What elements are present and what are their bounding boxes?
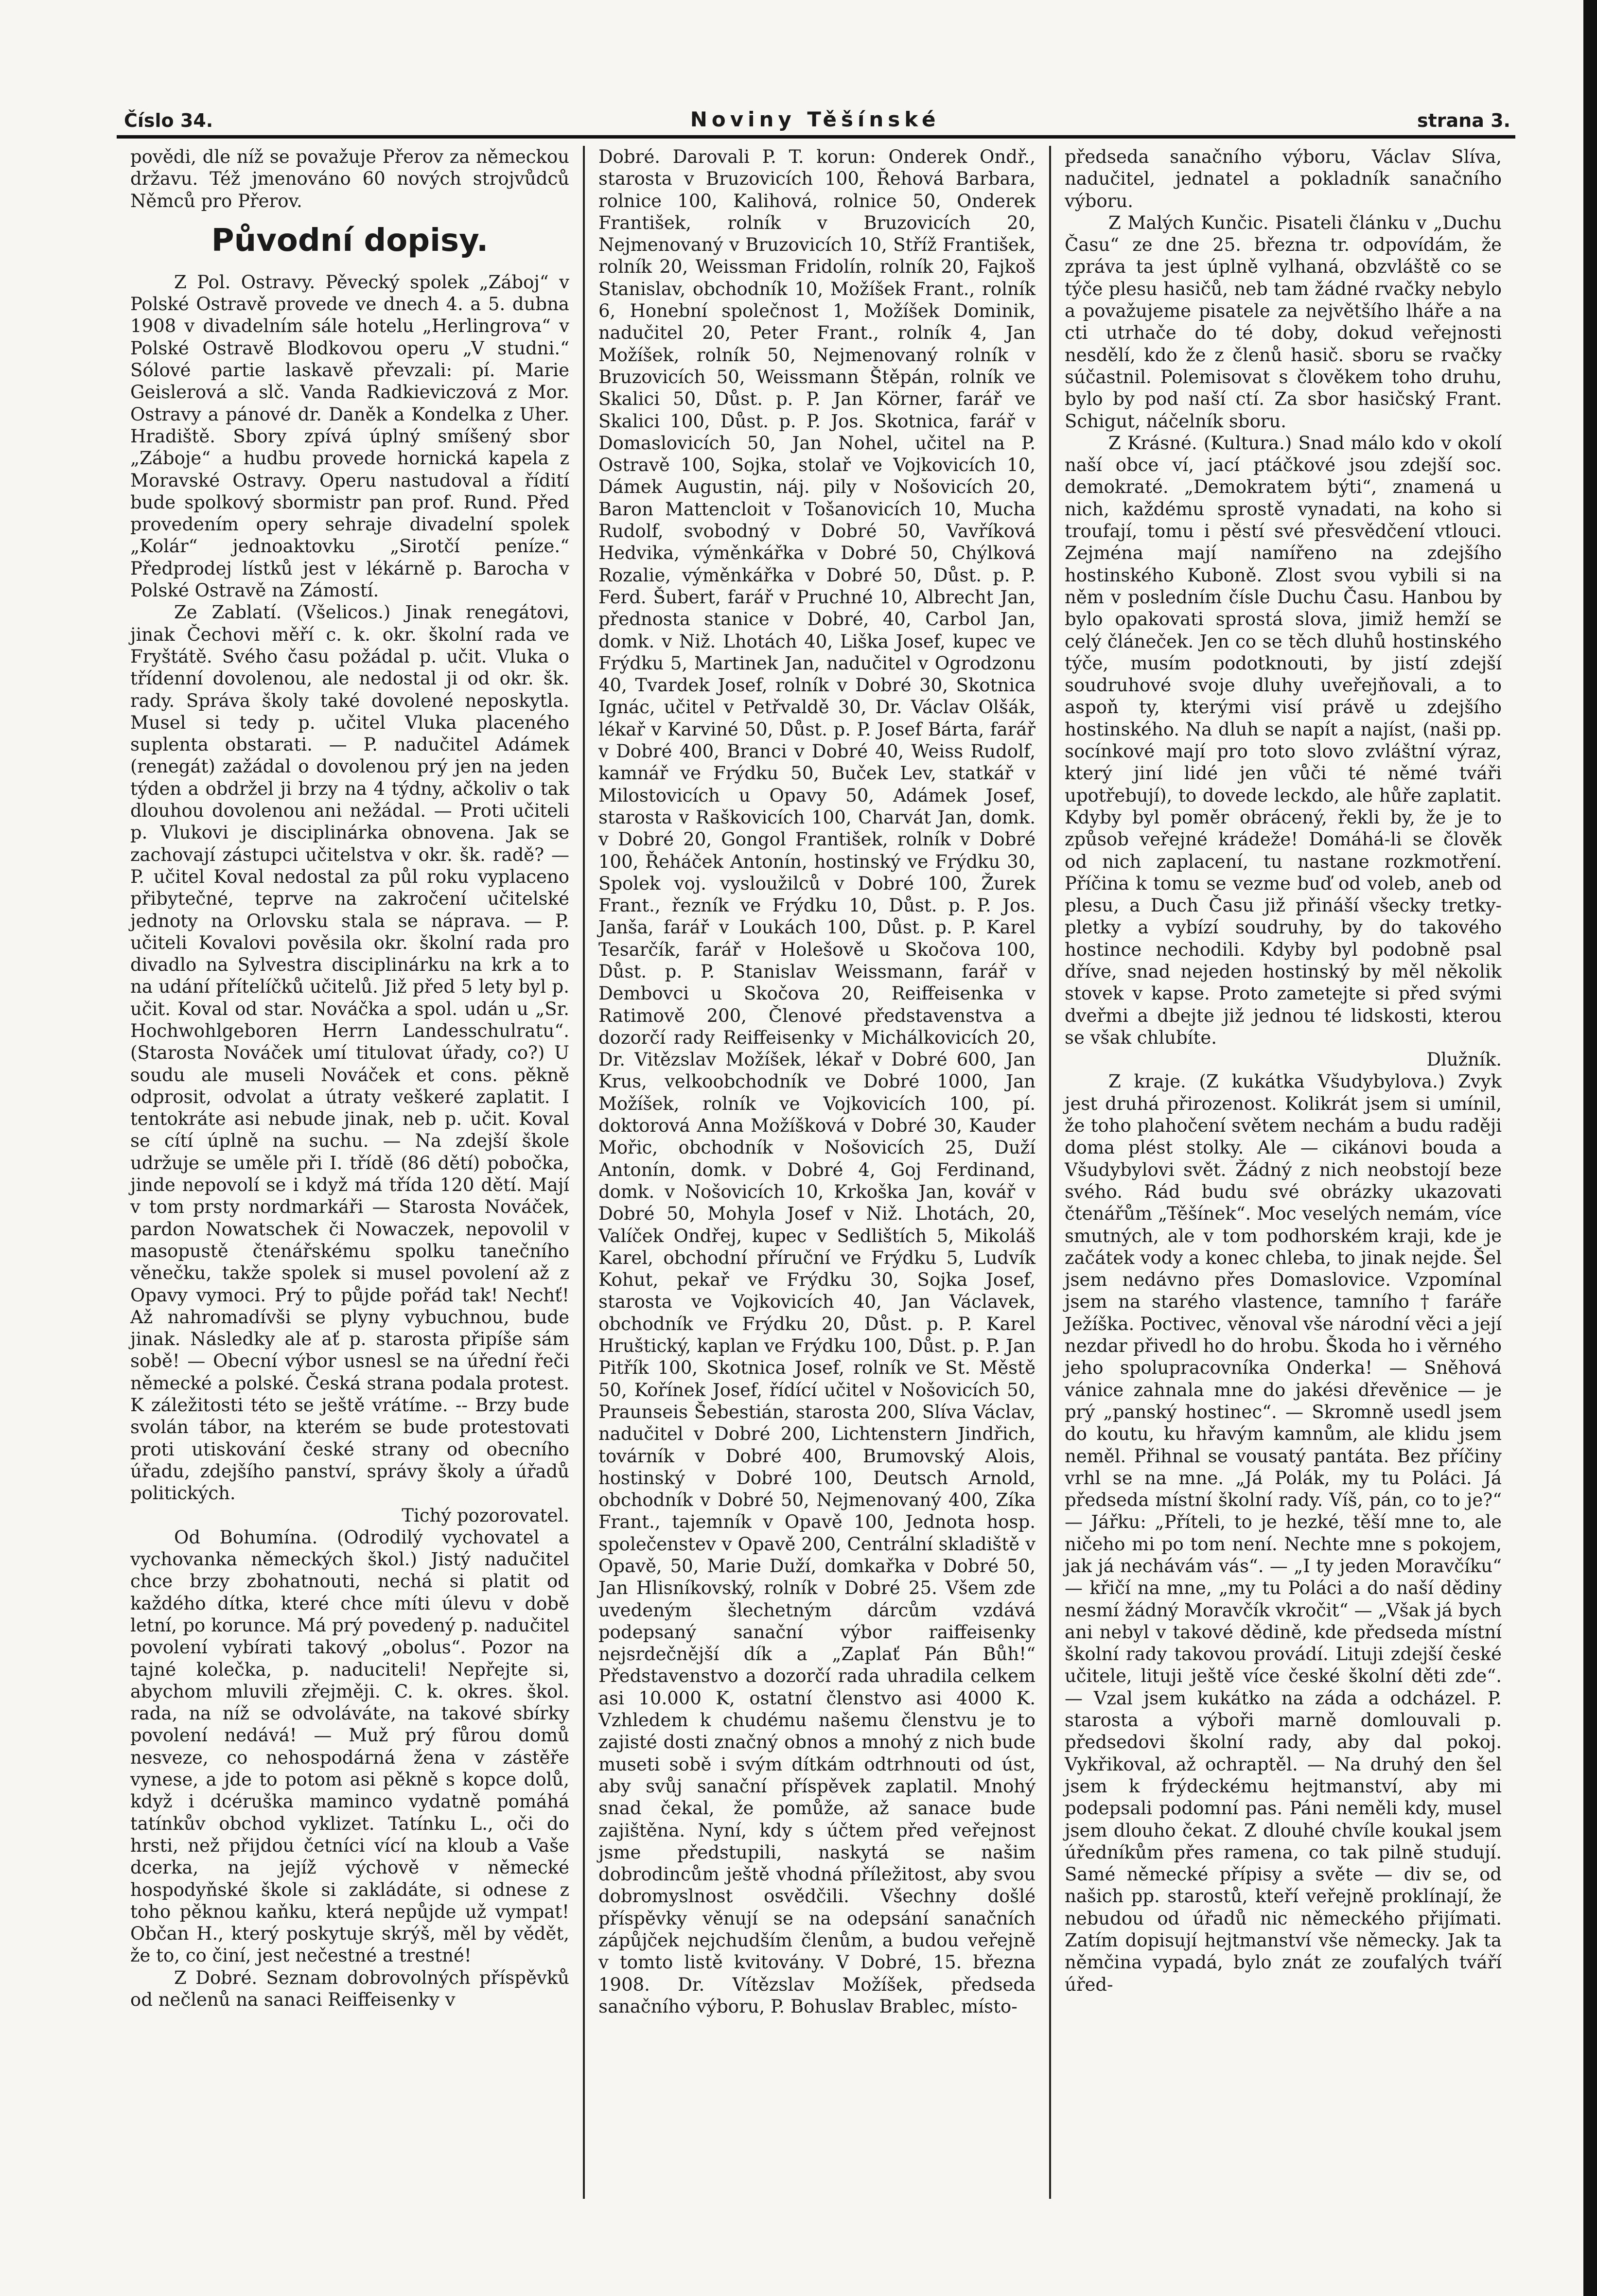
page-number: strana 3. [1417, 110, 1510, 131]
column-3 [1049, 146, 1515, 2199]
newspaper-title: Noviny Těšínské [690, 107, 940, 131]
paragraph: Z kraje. (Z kukátka Všudybylova.) Zvyk jest druhá přirozenost. Kolikrát jsem si umínil, že toho plahočení světem nechám a budu raději doma plést stolky. Ale — cikánovi bouda a Všudybylovi svět. Žádný z nich neobstojí beze svého. Rád budu své obrázky ukazovati čtenářům „Těšínek“. Moc veselých nemám, více smutných, ale v tom podhorském kraji, kde je začátek vody a konec chleba, to jinak nejde. Šel jsem nedávno přes Domaslovice. Vzpomínal jsem na starého vlastence, tamního † faráře Ježíška. Poctivec, věnoval vše národní věci a její nezdar přivedl ho do hrobu. Škoda ho i věrného jeho spolupracovníka Onderka! — Sněhová vánice zahnala mne do jakési dřevěnice — je prý „panský hostinec“. — Skromně usedl jsem do koutu, ku hřavým kamnům, ale klidu jsem neměl. Přihnal se vousatý pantáta. Bez příčiny vrhl se na mne. „Já Polák, my tu Poláci. Já předseda místní školní rady. Víš, pán, co to je?“ — Jářku: „Příteli, to je hezké, těší mne to, ale ničeho mi po tom není. Nechte mne s pokojem, jak já nechávám vás“. — „I ty jeden Moravčíku“ — křičí na mne, „my tu Poláci a do naší dědiny nesmí žádný Moravčík vkročit“ — „Však já bych ani nebyl v takové dědině, kde předseda místní školní rady takovou provádí. Lituji zdejší české učitele, lituji ještě více české školní děti zde“. — Vzal jsem kukátko na záda a odcházel. P. starosta a výboři marně domlouvali p. předsedovi školní rady, aby dal pokoj. Vykřikoval, až ochraptěl. — Na druhý den šel jsem k frýdeckému hejtmanství, aby mi podepsali podomní pas. Páni neměli kdy, musel jsem dlouho čekat. Z dlouhé chvíle koukal jsem úředníkům přes ramena, co tak pilně studují. Samé německé přípisy a světe — div se, od našich pp. starostů, kteří veřejně proklínají, že nebudou od úřadů nic německého přijímati. Zatím dopisují hejtmanství vše německy. Jak ta němčina vypadá, bylo znát ze zoufalých tváří úřed- [1065, 1071, 1502, 1995]
page-header [124, 97, 1510, 131]
paragraph: Z Krásné. (Kultura.) Snad málo kdo v okolí naší obce ví, jací ptáčkové jsou zdejší soc. demokraté. „Demokratem býti“, znamená u nich, každému sprostě vynadati, na koho si troufají, tomu i pěstí své přesvědčení vtlouci. Zejména mají namířeno na zdejšího hostinského Kuboně. Zlost svou vybili si na něm v posledním čísle Duchu Času. Hanbou by bylo opakovati sprostá slova, jimiž hemží se celý článeček. Jen co se těch dluhů hostinského týče, musím podotknouti, by jistí zdejší soudruhové svoje dluhy uveřejňovali, a to aspoň ty, kterými visí právě u zdejšího hostinského. Na dluh se napít a najíst, (naši pp. socínkové mají pro toto slovo zvláštní výraz, který jiní lidé jen vůči té němé tváři upotřebují), to dovede leckdo, ale hůře zaplatit. Kdyby byl poměr obrácený, řekli by, že je to způsob veřejné krádeže! Domáhá-li se člověk od nich zaplacení, tu nastane rozkmotření. Příčina k tomu se vezme buď od voleb, aneb od plesu, a Duch Času již přináší všecky tretky-pletky a vybízí soudruhy, by do takového hostince nechodili. Kdyby byl podobně psal dříve, snad nejeden hostinský by měl několik stovek v kapse. Proto zametejte si před svými dveřmi a dbejte již jednou té lidskosti, kterou se však chlubíte. [1065, 432, 1502, 1048]
paragraph: Dobré. Darovali P. T. korun: Onderek Ondř., starosta v Bruzovicích 100, Řehová Barbara, rolnice 100, Kalihová, rolnice 50, Onderek František, rolník v Bruzovicích 20, Nejmenovaný v Bruzovicích 10, Stříž František, rolník 20, Weissman Fridolín, rolník 20, Fajkoš Stanislav, obchodník 10, Možíšek Frant., rolník 6, Honební společnost 1, Možíšek Dominik, nadučitel 20, Peter Frant., rolník 4, Jan Možíšek, rolník 50, Nejmenovaný rolník v Bruzovicích 50, Weissmann Štěpán, rolník ve Skalici 50, Důst. p. P. Jan Körner, farář ve Skalici 100, Důst. p. P. Jos. Skotnica, farář v Domaslovicích 50, Jan Nohel, učitel na P. Ostravě 100, Sojka, stolař ve Vojkovicích 10, Dámek Augustin, náj. pily v Nošovicích 20, Baron Mattencloit v Tošanovicích 10, Mucha Rudolf, svobodný v Dobré 50, Vavříková Hedvika, výměnkářka v Dobré 50, Chýlková Rozalie, výměnkářka v Dobré 50, Důst. p. P. Ferd. Šubert, farář v Pruchné 10, Albrecht Jan, přednosta stanice v Dobré, 40, Carbol Jan, domk. v Niž. Lhotách 40, Liška Josef, kupec ve Frýdku 5, Martinek Jan, nadučitel v Ogrodzonu 40, Tvardek Josef, rolník v Dobré 30, Skotnica Ignác, učitel v Petřvaldě 30, Dr. Václav Olšák, lékař v Karviné 50, Důst. p. P. Josef Bárta, farář v Dobré 400, Branci v Dobré 40, Weiss Rudolf, kamnář ve Frýdku 50, Buček Lev, statkář v Milostovicích u Opavy 50, Adámek Josef, starosta v Raškovicích 100, Charvát Jan, domk. v Dobré 20, Gongol František, rolník v Dobré 100, Řeháček Antonín, hostinský ve Frýdku 30, Spolek voj. vysloužilců v Dobré 100, Žurek Frant., řezník ve Frýdku 10, Důst. p. P. Jos. Janša, farář v Loukách 100, Důst. p. P. Karel Tesarčík, farář v Holešově u Skočova 100, Důst. p. P. Stanislav Weissmann, farář v Dembovci u Skočova 20, Reiffeisenka v Ratimově 200, Členové představenstva a dozorčí rady Reiffeisenky v Michálkovicích 20, Dr. Vitězslav Možíšek, lékař v Dobré 600, Jan Krus, velkoobchodník ve Dobré 1000, Jan Možíšek, rolník ve Vojkovicích 100, pí. doktorová Anna Možíšková v Dobré 30, Kauder Mořic, obchodník v Nošovicích 25, Duží Antonín, domk. v Dobré 4, Goj Ferdinand, domk. v Nošovicích 10, Krkoška Jan, kovář v Dobré 50, Mohyla Josef v Niž. Lhotách, 20, Valíček Ondřej, kupec v Sedlištích 5, Mikoláš Karel, obchodní příruční ve Frýdku 5, Ludvík Kohut, pekař ve Frýdku 30, Sojka Josef, starosta ve Vojkovicích 40, Jan Václavek, obchodník ve Frýdku 20, Důst. p. P. Karel Hruštický, kaplan ve Frýdku 100, Důst. p. P. Jan Pitřík 100, Skotnica Josef, rolník ve St. Městě 50, Kořínek Josef, řídící učitel v Nošovicích 50, Praunseis Šebestián, starosta 200, Slíva Václav, nadučitel v Dobré 200, Lichtenstern Jindřich, továrník v Dobré 400, Brumovský Alois, hostinský v Dobré 100, Deutsch Arnold, obchodník v Dobré 50, Nejmenovaný 400, Zíka Frant., tajemník v Opavě 100, Jednota hosp. společenstev v Opavě 200, Centrální skladiště v Opavě, 50, Marie Duží, domkařka v Dobré 50, Jan Hlisníkovský, rolník v Dobré 25. Všem zde uvedeným šlechetným dárcům vzdává podepsaný sanační výbor raiffeisenky nejsrdečnější dík a „Zaplať Pán Bůh!“ Představenstvo a dozorčí rada uhradila celkem asi 10.000 K, ostatní členstvo asi 4000 K. Vzhledem k chudému našemu členstvu je to zajisté dosti značný obnos a mnohý z nich bude museti sobě i svým dítkám odtrhnouti od úst, aby svůj sanační příspěvek zaplatil. Mnohý snad čekal, že pomůže, až sanace bude zajištěna. Nyní, kdy s účtem před veřejnost jsme předstupili, naskytá se našim dobrodincům ještě vhodná příležitost, aby svou dobromyslnost osvědčili. Všechny došlé příspěvky věnují se na odepsání sanačních zápůjček nejchudším členům, a budou veřejně v tomto listě kvitovány. V Dobré, 15. března 1908. Dr. Vítězslav Možíšek, předseda sanačního výboru, P. Bohuslav Brablec, místo- [598, 146, 1035, 2017]
section-title: Původní dopisy. [211, 222, 489, 259]
signature: Dlužník. [1426, 1049, 1502, 1070]
issue-number: Číslo 34. [124, 110, 213, 131]
article-columns [117, 146, 1515, 2199]
paragraph: Z Pol. Ostravy. Pěvecký spolek „Záboj“ v Polské Ostravě provede ve dnech 4. a 5. dubna 1908 v divadelním sále hotelu „Herlingrova“ v Polské Ostravě Blodkovou operu „V studni.“ Sólové partie laskavě převzali: pí. Marie Geislerová a slč. Vanda Radkieviczová z Mor. Ostravy a pánové dr. Daněk a Kondelka z Uher. Hradiště. Sbory zpívá úplný smíšený sbor „Záboje“ a hudbu provede hornická kapela z Moravské Ostravy. Operu nastudoval a řídití bude spolkový sbormistr pan prof. Rund. Před provedením opery sehraje divadelní spolek „Kolár“ jednoaktovku „Sirotčí peníze.“ Předprodej lístků jest v lékárně p. Barocha v Polské Ostravě na Zámostí. [130, 271, 569, 601]
paragraph: povědi, dle níž se považuje Přerov za německou državu. Též jmenováno 60 nových strojvůdců Němců pro Přerov. [130, 146, 569, 211]
signature: Tichý pozorovatel. [402, 1505, 569, 1526]
paragraph: Z Malých Kunčic. Pisateli článku v „Duchu Času“ ze dne 25. března tr. odpovídám, že zpráva ta jest úplně vylhaná, obzvláště co se týče plesu hasičů, neb tam žádné rvačky nebylo a považujeme pisatele za největšího lháře a na cti utrhače do té doby, dokud veřejnosti nesdělí, kdo že z členů hasič. sboru se rvačky súčastnil. Polemisovat s člověkem toho druhu, bylo by pod naší ctí. Za sbor hasičský Frant. Schigut, náčelník sboru. [1065, 212, 1502, 432]
paragraph: Od Bohumína. (Odrodilý vychovatel a vychovanka německých škol.) Jistý nadučitel chce brzy zbohatnouti, nechá si platit od každého dítka, které chce míti úlevu v době letní, po koruncе. Má prý povedený p. nadučitel povolení vybírati takový „obolus“. Pozor na tajné kolečka, p. naduciteli! Nepřejte si, abychom mluvili zřejměji. C. k. okres. škol. rada, na níž se odvoláváte, na takové sbírky povolení nedává! — Muž prý fůrou domů nesveze, co nehospodárná žena v zástěře vynese, a jde to potom asi pěkně s kopce dolů, když i dcéruška maminco vydatně pomáhá tatínkův obchod vyklizet. Tatínku L., oči do hrsti, než přijdou četníci vící na kloub a Vaše dcerka, na jejíž výchově v německé hospodyňské škole si zakládáte, si odnese z toho pěknou kaňku, která nepůjde už vympat! Občan H., který poskytuje skrýš, měl by vědět, že to, co činí, jest nečestné a trestné! [130, 1526, 569, 1966]
column-1 [117, 146, 583, 2199]
paragraph: předseda sanačního výboru, Václav Slíva, nadučitel, jednatel a pokladník sanačního výboru. [1065, 146, 1502, 211]
paragraph: Ze Zablatí. (Všelicos.) Jinak renegátovi, jinak Čechovi měří c. k. okr. školní rada ve Fryštátě. Svého času požádal p. učit. Vluka o třídenní dovolenou, ale nedostal ji od okr. šk. rady. Správa školy také dovolené neposkytla. Musel si tedy p. učitel Vluka placeného suplenta obstarati. — P. nadučitel Adámek (renegát) zažádal o dovolenou prý jen na jeden týden a obdržel ji brzy na 4 týdny, ačkoliv o tak dlouhou dovolenou ani nežádal. — Proti učiteli p. Vlukovi je disciplinárka obnovena. Jak se zachovají zástupci učitelstva v okr. šk. radě? — P. učitel Koval nedostal za půl roku vyplaceno přibytečné, teprve na zakročení učitelské jednoty na Orlovsku stala se náprava. — P. učiteli Kovalovi pověsila okr. školní rada pro divadlo na Sylvestra disciplinárku na krk a to na udání přítelíčků učitelů. Již před 5 lety byl p. učit. Koval od star. Nováčka a spol. udán u „Sr. Hochwohlgeboren Herrn Landesschulratu“. (Starosta Nováček umí titulovat úřady, co?) U soudu ale museli Nováček et cons. pěkně odprosit, odvolat a útraty veškeré zaplatit. I tentokráte asi nebude jinak, neb p. učit. Koval se cítí úplně na suchu. — Na zdejší škole udržuje se uměle při I. třídě (86 dětí) pobočka, jinde nepovolí se i když má třída 120 dětí. Mají v tom prsty nordmarkáři — Starosta Nováček, pardon Nowatschek či Nowaczek, nepovolil v masopustě čtenářskému spolku tanečního věnečku, takže spolek si musel povolení až z Opavy vymoci. Prý to půjde pořád tak! Nechť! Až nahromadívši se plyny vybuchnou, bude jinak. Následky ale ať p. starosta připíše sám sobě! — Obecní výbor usnesl se na úřední řeči německé a polské. Česká strana podala protest. K záležitosti této se ještě vrátíme. -- Brzy bude svolán tábor, na kterém se bude protestovati proti utiskování české strany od obecního úřadu, zdejšího panství, správy školy a úřadů politických. [130, 602, 569, 1504]
paragraph: Z Dobré. Seznam dobrovolných příspěvků od nečlenů na sanaci Reiffeisenky v [130, 1967, 569, 2011]
column-2 [583, 146, 1049, 2199]
header-rule [117, 135, 1515, 139]
